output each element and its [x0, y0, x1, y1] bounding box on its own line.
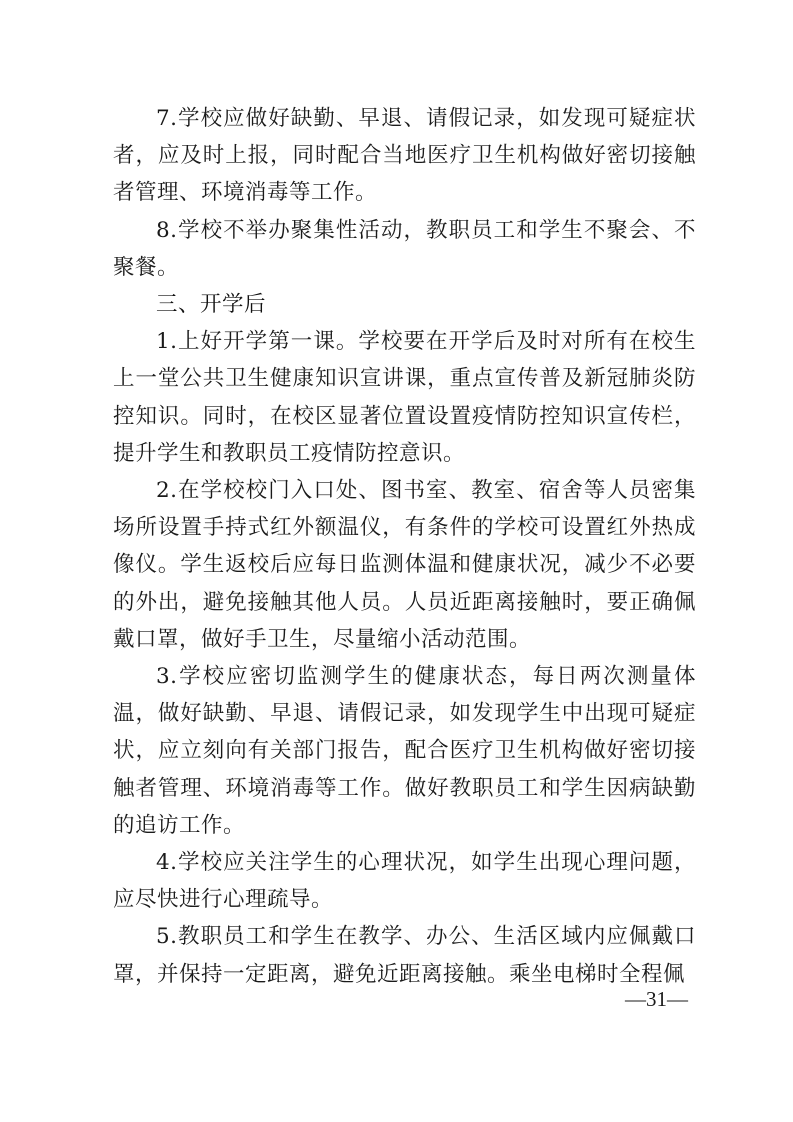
paragraph-7-attendance-records: 7.学校应做好缺勤、早退、请假记录，如发现可疑症状者，应及时上报，同时配合当地医疗卫生机构做好密切接触者管理、环境消毒等工作。 — [113, 106, 696, 206]
body-text — [113, 100, 696, 993]
paragraph-3-health-monitoring: 3.学校应密切监测学生的健康状态，每日两次测量体温，做好缺勤、早退、请假记录，如发现学生中出现可疑症状，应立刻向有关部门报告，配合医疗卫生机构做好密切接触者管理、环境消毒等工作。做好教职员工和学生因病缺勤的追访工作。 — [113, 664, 696, 838]
paragraph-2-temperature-checks: 2.在学校校门入口处、图书室、教室、宿舍等人员密集场所设置手持式红外额温仪，有条件的学校可设置红外热成像仪。学生返校后应每日监测体温和健康状况，减少不必要的外出，避免接触其他人员。人员近距离接触时，要正确佩戴口罩，做好手卫生，尽量缩小活动范围。 — [113, 478, 696, 652]
paragraph-1-first-lesson: 1.上好开学第一课。学校要在开学后及时对所有在校生上一堂公共卫生健康知识宣讲课，重点宣传普及新冠肺炎防控知识。同时，在校区显著位置设置疫情防控知识宣传栏，提升学生和教职员工疫情防控意识。 — [113, 329, 696, 466]
section-heading-after-school-start: 三、开学后 — [156, 292, 267, 318]
paragraph-4-mental-health: 4.学校应关注学生的心理状况，如学生出现心理问题，应尽快进行心理疏导。 — [113, 850, 696, 913]
page-number: —31— — [625, 987, 688, 1011]
paragraph-8-no-gatherings: 8.学校不举办聚集性活动，教职员工和学生不聚会、不聚餐。 — [113, 217, 696, 280]
paragraph-5-masks-distance: 5.教职员工和学生在教学、办公、生活区域内应佩戴口罩，并保持一定距离，避免近距离接触。乘坐电梯时全程佩 — [113, 924, 696, 987]
